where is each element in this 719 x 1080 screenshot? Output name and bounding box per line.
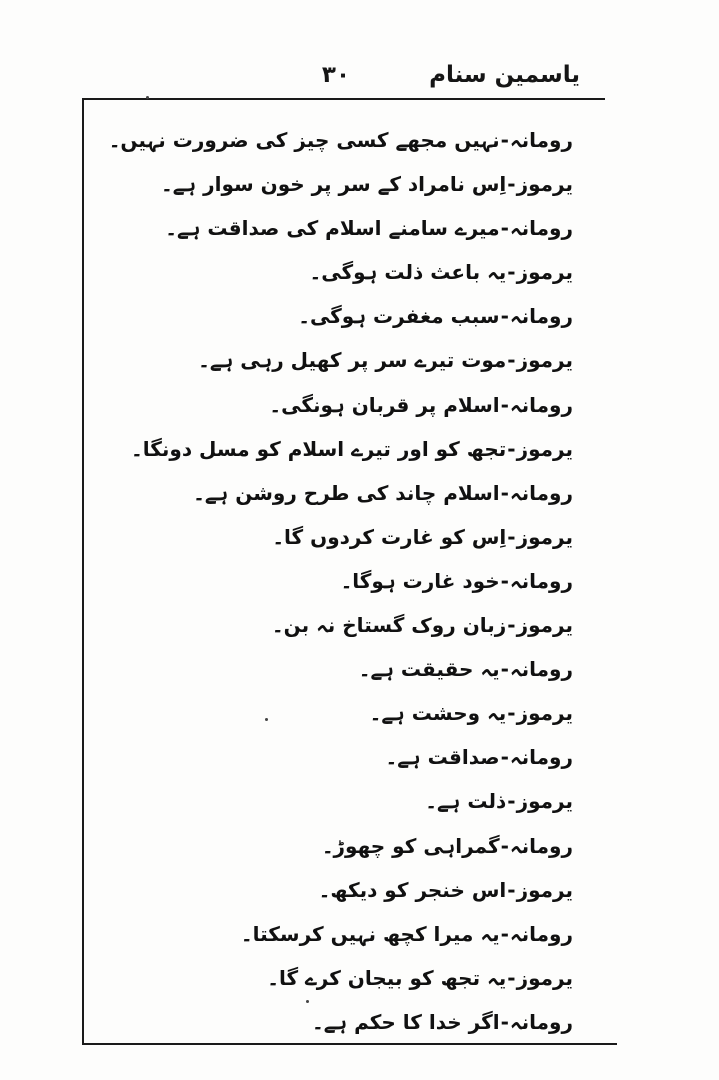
speaker: یرموز: [516, 701, 573, 726]
speaker: رومانہ: [509, 1009, 573, 1034]
speaker: رومانہ: [509, 568, 573, 593]
speaker: یرموز: [516, 524, 573, 549]
dialogue-line-19: رومانہ-یہ میرا کچھ نہیں کرسکتا۔: [240, 921, 573, 946]
speech: سبب مغفرت ہوگی۔: [298, 304, 500, 329]
speech: ذلت ہے۔: [425, 789, 507, 814]
dialogue-line-16: یرموز-ذلت ہے۔: [425, 789, 573, 814]
top-rule: [82, 98, 605, 100]
speaker: رومانہ: [509, 480, 573, 505]
speech: یہ وحشت ہے۔: [369, 701, 507, 726]
speech: اِس نامراد کے سر پر خون سوار ہے۔: [160, 172, 507, 197]
speaker: رومانہ: [509, 657, 573, 682]
speaker: رومانہ: [509, 921, 573, 946]
dialogue-line-18: یرموز-اس خنجر کو دیکھ۔: [318, 877, 573, 902]
speech: اِس کو غارت کردوں گا۔: [272, 524, 507, 549]
speaker: رومانہ: [509, 304, 573, 329]
speech: زبان روک گستاخ نہ بن۔: [271, 613, 507, 638]
dialogue-line-8: یرموز-تجھ کو اور تیرے اسلام کو مسل دونگا۔: [131, 436, 573, 461]
speech: یہ تجھ کو بیجان کرے گا۔: [267, 965, 507, 990]
speaker: رومانہ: [509, 745, 573, 770]
speaker: یرموز: [516, 877, 573, 902]
dialogue-line-21: رومانہ-اگر خدا کا حکم ہے۔: [311, 1009, 573, 1034]
speech: اسلام پر قربان ہونگی۔: [269, 392, 500, 417]
dialogue-line-6: یرموز-موت تیرے سر پر کھیل رہی ہے۔: [198, 348, 573, 373]
dialogue-line-7: رومانہ-اسلام پر قربان ہونگی۔: [269, 392, 573, 417]
dialogue-line-11: رومانہ-خود غارت ہوگا۔: [340, 568, 573, 593]
speech: نہیں مجھے کسی چیز کی ضرورت نہیں۔: [108, 128, 500, 152]
speaker: رومانہ: [509, 392, 573, 417]
bottom-rule: [82, 1043, 617, 1045]
speaker: یرموز: [516, 965, 573, 990]
dialogue-list: [108, 122, 573, 1048]
speaker: یرموز: [516, 172, 573, 197]
speaker: رومانہ: [509, 128, 573, 152]
dialogue-line-4: یرموز-یہ باعث ذلت ہوگی۔: [309, 260, 573, 285]
speech: یہ میرا کچھ نہیں کرسکتا۔: [240, 921, 500, 946]
speech: یہ حقیقت ہے۔: [358, 657, 500, 682]
dialogue-line-20: یرموز-یہ تجھ کو بیجان کرے گا۔: [267, 965, 573, 990]
dialogue-line-13: رومانہ-یہ حقیقت ہے۔: [358, 657, 573, 682]
speech: صداقت ہے۔: [385, 745, 500, 770]
dialogue-line-17: رومانہ-گمراہی کو چھوڑ۔: [321, 833, 573, 858]
speech: اگر خدا کا حکم ہے۔: [311, 1009, 500, 1034]
dialogue-line-15: رومانہ-صداقت ہے۔: [385, 745, 573, 770]
scan-speck: [146, 96, 149, 99]
left-rule: [82, 98, 84, 1045]
speaker: رومانہ: [509, 216, 573, 241]
dialogue-line-10: یرموز-اِس کو غارت کردوں گا۔: [272, 524, 573, 549]
speech: موت تیرے سر پر کھیل رہی ہے۔: [198, 348, 507, 373]
running-header: [80, 58, 580, 98]
speaker: رومانہ: [509, 833, 573, 858]
dialogue-line-12: یرموز-زبان روک گستاخ نہ بن۔: [271, 613, 573, 638]
dialogue-line-5: رومانہ-سبب مغفرت ہوگی۔: [298, 304, 573, 329]
speech: خود غارت ہوگا۔: [340, 568, 500, 593]
speaker: یرموز: [516, 260, 573, 285]
speech: میرے سامنے اسلام کی صداقت ہے۔: [165, 216, 500, 241]
dialogue-line-2: یرموز-اِس نامراد کے سر پر خون سوار ہے۔: [160, 172, 573, 197]
speaker: یرموز: [516, 348, 573, 373]
scan-speck: [265, 718, 268, 721]
speaker: یرموز: [516, 789, 573, 814]
scan-speck: [306, 1000, 309, 1003]
page-number: ۳۰: [321, 62, 350, 88]
speech: تجھ کو اور تیرے اسلام کو مسل دونگا۔: [131, 436, 507, 461]
speech: یہ باعث ذلت ہوگی۔: [309, 260, 507, 285]
speaker: یرموز: [516, 613, 573, 638]
dialogue-line-1: رومانہ-نہیں مجھے کسی چیز کی ضرورت نہیں۔: [108, 128, 573, 152]
speech: اسلام چاند کی طرح روشن ہے۔: [193, 480, 500, 505]
dialogue-line-14: یرموز-یہ وحشت ہے۔: [369, 701, 573, 726]
speech: اس خنجر کو دیکھ۔: [318, 877, 507, 902]
book-title: یاسمین سنام: [429, 62, 580, 88]
speaker: یرموز: [516, 436, 573, 461]
dialogue-line-3: رومانہ-میرے سامنے اسلام کی صداقت ہے۔: [165, 216, 573, 241]
speech: گمراہی کو چھوڑ۔: [321, 833, 500, 858]
dialogue-line-9: رومانہ-اسلام چاند کی طرح روشن ہے۔: [193, 480, 573, 505]
